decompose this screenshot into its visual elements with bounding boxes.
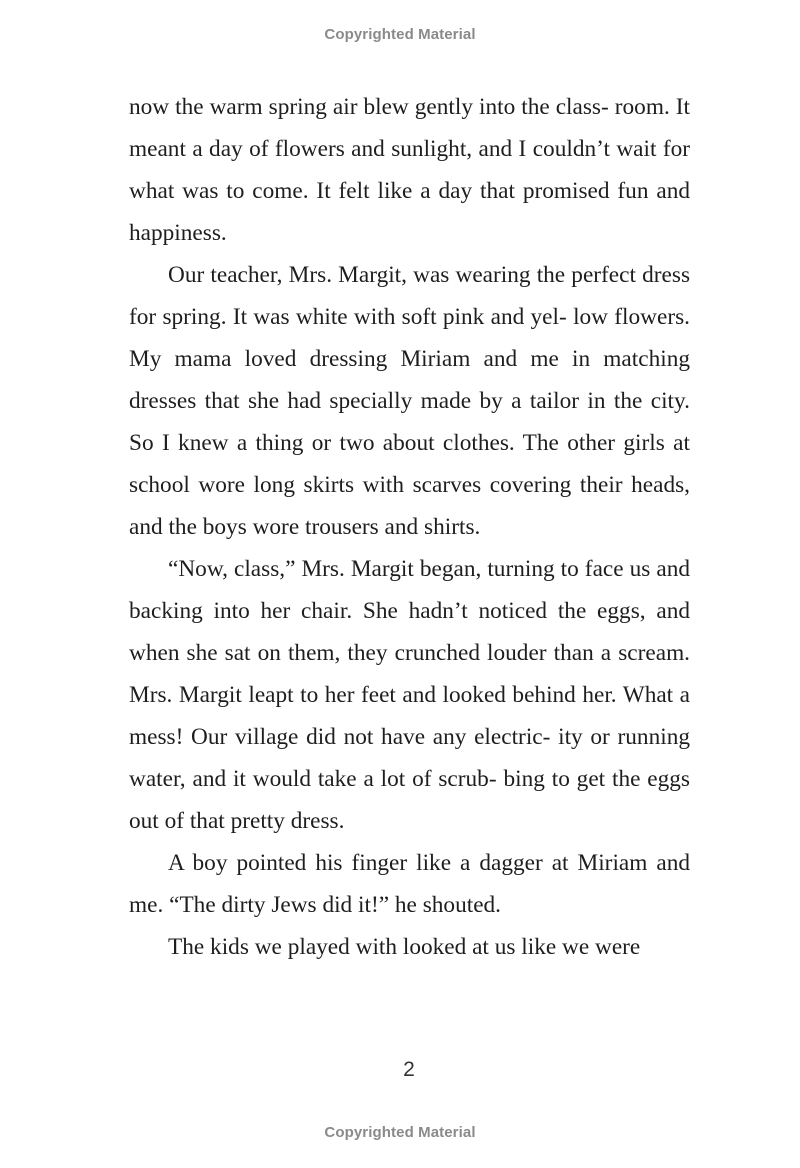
paragraph-1: now the warm spring air blew gently into the class- room. It meant a day of flowers and sunlight, and I couldn’t wait for what was to come. It felt like a day that promised fun and happiness. — [129, 94, 691, 246]
page-body-text — [129, 86, 690, 968]
copyright-watermark-bottom: Copyrighted Material — [324, 1124, 476, 1141]
paragraph-4: A boy pointed his finger like a dagger at Miriam and me. “The dirty Jews did it!” he shouted. — [129, 850, 690, 918]
paragraph-2: Our teacher, Mrs. Margit, was wearing the perfect dress for spring. It was white with soft pink and yel- low flowers. My mama loved dressing Miriam and me in matching dresses that she had specially made by a tailor in the city. So I knew a thing or two about clothes. The other girls at school wore long skirts with scarves covering their heads, and the boys wore trousers and shirts. — [129, 262, 691, 540]
copyright-watermark-top: Copyrighted Material — [324, 26, 476, 43]
page-number: 2 — [403, 1058, 415, 1081]
paragraph-3: “Now, class,” Mrs. Margit began, turning to face us and backing into her chair. She hadn’t noticed the eggs, and when she sat on them, they crunched louder than a scream. Mrs. Margit leapt to her feet and looked behind her. What a mess! Our village did not have any electric- ity or running water, and it would take a lot of scrub- bing to get the eggs out of that pretty dress. — [129, 556, 691, 834]
paragraph-5: The kids we played with looked at us like we were — [168, 934, 641, 960]
